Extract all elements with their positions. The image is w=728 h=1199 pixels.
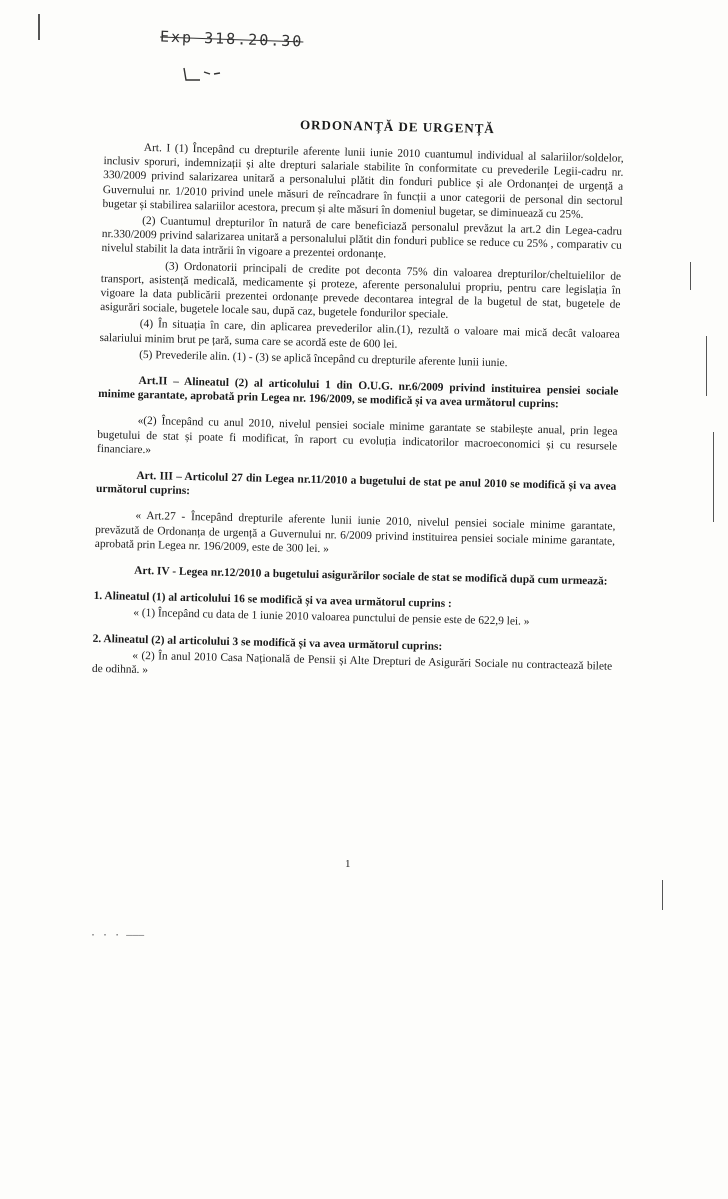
art3-heading: Art. III – Articolul 27 din Legea nr.11/2010 a bugetului de stat pe anul 2010 se modifică și va avea următorul cuprins:	[95, 469, 617, 498]
scan-mark-right-3	[662, 880, 663, 910]
art1-para2: (2) Cuantumul drepturilor în natură de care beneficiază personalul prevăzut la art.2 din Legea-cadru nr.330/2009 privind salarizarea unitară a personalului plătit din fonduri publice se reduce cu 25% , comparativ cu nivelul stabilit la data intrării în vigoare a prezentei ordonanțe.	[101, 214, 623, 261]
scan-dots-bottom: · · · ———	[90, 930, 145, 941]
art1-para3: (3) Ordonatorii principali de credite pot deconta 75% din valoarea drepturilor/cheltuielilor de transport, asistență medicală, medicamente și proteze, aferente personalului propriu, pentru care legislația în vigoare la data publicării prezentei ordonanțe prevede decontarea integral de la bugetul de stat, bugetele de asigurări sociale, bugetele locale sau, după caz, bugetele fondurilor speciale.	[100, 260, 622, 322]
art3-quote: « Art.27 - Începând drepturile aferente lunii iunie 2010, nivelul pensiei sociale minime garantate, prevăzută de Ordonanța de urgență a Guvernului nr. 6/2009 privind instituirea pensiei sociale minime garantate, aprobată prin Legea nr. 196/2009, este de 300 lei. »	[94, 510, 616, 556]
scan-mark-right-1	[706, 336, 707, 396]
scan-mark-right-2	[713, 432, 714, 522]
handwritten-initials	[180, 62, 230, 84]
handwritten-note: Exp 318.20.30	[159, 27, 304, 51]
page-number: 1	[345, 858, 351, 870]
art1-para1: Art. I (1) Începând cu drepturile aferente lunii iunie 2010 cuantumul individual al salariilor/soldelor, inclusiv sporuri, indemnizații și alte drepturi salariale stabilite în conformitate cu prevederile Legii-cadru nr. 330/2009 privind salarizarea unitară a personalului plătit din fonduri publice și ale Ordonanței de urgență a Guvernului nr. 1/2010 privind unele măsuri de reîncadrare în funcții a unor categorii de personal din sectorul bugetar și stabilirea salariilor acestora, precum și alte măsuri în domeniul bugetar, se diminuează cu 25%.	[102, 141, 624, 221]
art1-para5: (5) Prevederile alin. (1) - (3) se aplică începând cu drepturile aferente lunii iunie.	[139, 348, 508, 370]
scan-mark-right-4	[690, 262, 691, 290]
document-body	[92, 140, 624, 690]
art4-item1-quote: « (1) Începând cu data de 1 iunie 2010 valoarea punctului de pensie este de 622,9 lei. »	[133, 607, 530, 629]
art2-heading: Art.II – Alineatul (2) al articolului 1 din O.U.G. nr.6/2009 privind instituirea pensiei sociale minime garantate, aprobată prin Legea nr. 196/2009, se modifică și va avea următorul cuprins:	[98, 374, 619, 411]
scan-mark-left	[38, 14, 40, 40]
art4-item2-quote: « (2) În anul 2010 Casa Națională de Pensii și Alte Drepturi de Asigurări Sociale nu contractează bilete de odihnă. »	[91, 649, 613, 677]
art4-item2-heading: 2. Alineatul (2) al articolului 3 se modifică și va avea următorul cuprins:	[92, 632, 443, 653]
art2-quote: «(2) Începând cu anul 2010, nivelul pensiei sociale minime garantate se stabilește anual, prin legea bugetului de stat și poate fi modificat, în raport cu evoluția indicatorilor macroeconomici și cu resursele financiare.»	[96, 415, 618, 457]
art4-heading: Art. IV - Legea nr.12/2010 a bugetului asigurărilor sociale de stat se modifică după cum urmează:	[134, 564, 608, 588]
document-title: ORDONANȚĂ DE URGENȚĂ	[299, 116, 495, 137]
art1-para4: (4) În situația în care, din aplicarea prevederilor alin.(1), rezultă o valoare mai mică decât valoarea salariului minim brut pe țară, suma care se acordă este de 600 lei.	[99, 318, 620, 351]
art4-item1-heading: 1. Alineatul (1) al articolului 16 se modifică și va avea următorul cuprins :	[93, 590, 452, 611]
